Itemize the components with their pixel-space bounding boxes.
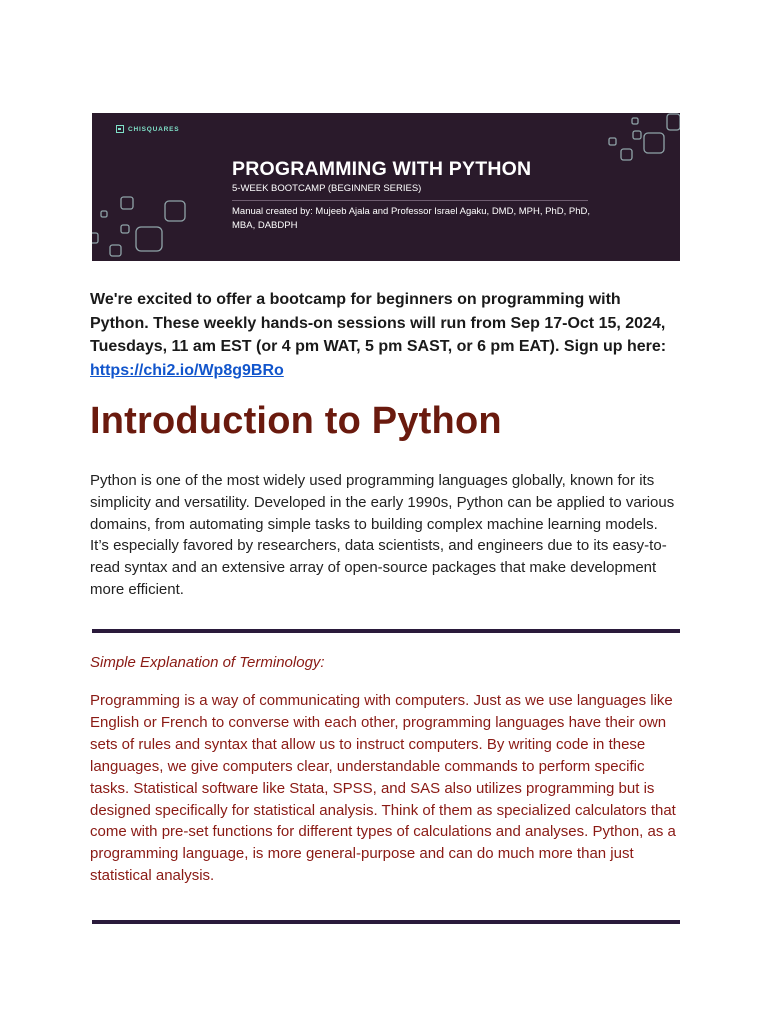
brand-name: CHISQUARES [128,125,180,133]
section-heading: Introduction to Python [90,400,502,442]
terminology-heading: Simple Explanation of Terminology: [90,654,325,671]
course-banner [92,113,680,261]
decor-square [621,149,632,160]
decor-square [633,131,641,139]
decor-square [644,133,664,153]
banner-subtitle: 5-WEEK BOOTCAMP (BEGINNER SERIES) [232,183,422,194]
decor-square [110,245,121,256]
decor-square [667,114,680,130]
decor-square [101,211,107,217]
intro-text: We're excited to offer a bootcamp for beginners on programming with Python. These weekly hands-on sessions will run from Sep 17-Oct 15, 2024, Tuesdays, 11 am EST (or 4 pm WAT, 5 pm SAST, or 6 pm EAT). Sign up here: [90,291,667,355]
intro-paragraph [90,288,680,382]
section-divider [92,920,680,924]
decor-square [92,233,98,243]
banner-credits: Manual created by: Mujeeb Ajala and Professor Israel Agaku, DMD, MPH, PhD, PhD, MBA, DABDPH [232,206,590,231]
intro-python-paragraph: Python is one of the most widely used programming languages globally, known for its simplicity and versatility. Developed in the early 1990s, Python can be applied to various domains, from automating simple tasks to building complex machine learning models. It’s especially favored by researchers, data scientists, and engineers due to its easy-to-read syntax and an extensive array of open-source packages that make development more efficient. [90,472,675,598]
signup-link[interactable]: https://chi2.io/Wp8g9BRo [90,361,284,379]
decor-square [609,138,616,145]
terminology-paragraph: Programming is a way of communicating with computers. Just as we use languages like English or French to converse with each other, programming languages have their own sets of rules and syntax that allow us to instruct computers. By writing code in these languages, we give computers clear, understandable commands to perform specific tasks. Statistical software like Stata, SPSS, and SAS also utilizes programming but is designed specifically for statistical analysis. Think of them as specialized calculators that come with pre-set functions for different types of calculations and analyses. Python, as a programming language, is more general-purpose and can do much more than just statistical analysis. [90,692,676,885]
decor-square [136,227,162,251]
decor-square [121,197,133,209]
brand-logo [116,125,179,133]
decor-square [165,201,185,221]
decor-square [121,225,129,233]
section-divider [92,629,680,633]
chisquares-icon [116,125,124,133]
decor-square [632,118,638,124]
banner-divider [232,200,588,201]
banner-title: PROGRAMMING WITH PYTHON [232,158,532,180]
